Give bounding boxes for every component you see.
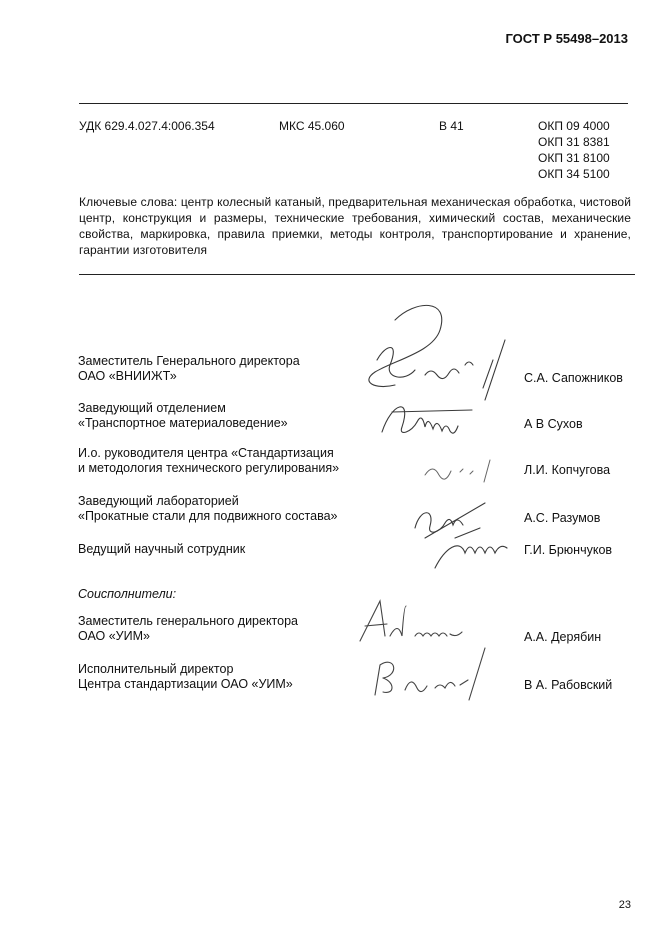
role-line: и методология технического регулирования» — [78, 461, 340, 475]
role-line: Ведущий научный сотрудник — [78, 542, 246, 556]
role-line: Исполнительный директор — [78, 662, 234, 676]
person-name: С.А. Сапожников — [524, 371, 623, 385]
role-line: И.о. руководителя центра «Стандартизация — [78, 446, 334, 460]
okp-code: ОКП 09 4000 — [538, 119, 610, 133]
signature-2 — [372, 392, 482, 442]
role-line: Заведующий лабораторией — [78, 494, 239, 508]
signature-1 — [355, 290, 525, 405]
separator-rule — [79, 274, 635, 275]
coexecutors-label: Соисполнители: — [78, 587, 177, 601]
role-line: Заместитель Генерального директора — [78, 354, 300, 368]
person-name: А.А. Дерябин — [524, 630, 602, 644]
signature-6 — [365, 640, 495, 705]
role-line: Центра стандартизации ОАО «УИМ» — [78, 677, 293, 691]
role-line: Заместитель генерального директора — [78, 614, 299, 628]
group-code: В 41 — [439, 119, 464, 133]
doc-code: ГОСТ Р 55498–2013 — [505, 31, 628, 46]
page-number: 23 — [618, 899, 631, 911]
role-line: «Прокатные стали для подвижного состава» — [78, 509, 338, 523]
signature-4 — [405, 498, 530, 578]
okp-code: ОКП 34 5100 — [538, 167, 610, 181]
person-name: Г.И. Брюнчуков — [524, 543, 613, 557]
coexecutor-entry — [78, 662, 613, 692]
developer-entry — [78, 542, 613, 557]
coexecutor-entry — [78, 614, 602, 644]
developer-entry — [78, 401, 583, 431]
person-name: Л.И. Копчугова — [524, 463, 611, 477]
role-line: ОАО «УИМ» — [78, 629, 150, 643]
okp-code: ОКП 31 8381 — [538, 135, 610, 149]
okp-code: ОКП 31 8100 — [538, 151, 610, 165]
person-name: В А. Рабовский — [524, 678, 613, 692]
mks-code: МКС 45.060 — [279, 119, 345, 133]
role-line: ОАО «ВНИИЖТ» — [78, 369, 177, 383]
role-line: «Транспортное материаловедение» — [78, 416, 288, 430]
signature-3 — [420, 450, 500, 485]
udk-code: УДК 629.4.027.4:006.354 — [79, 119, 215, 133]
developer-entry — [78, 446, 611, 477]
role-line: Заведующий отделением — [78, 401, 226, 415]
top-rule — [79, 103, 628, 104]
developer-entry — [78, 494, 601, 525]
developer-entry — [78, 354, 623, 385]
keywords-paragraph: Ключевые слова: центр колесный катаный, предварительная механическая обработка, чистовой центр, конструкция и размеры, технические требования, химический состав, механические свойства, маркировка, правила приемки, методы контроля, транспортирование и хранение, гарантии изготовителя — [79, 195, 631, 257]
person-name: А.С. Разумов — [524, 511, 601, 525]
person-name: А В Сухов — [524, 417, 583, 431]
okp-codes — [538, 118, 610, 182]
